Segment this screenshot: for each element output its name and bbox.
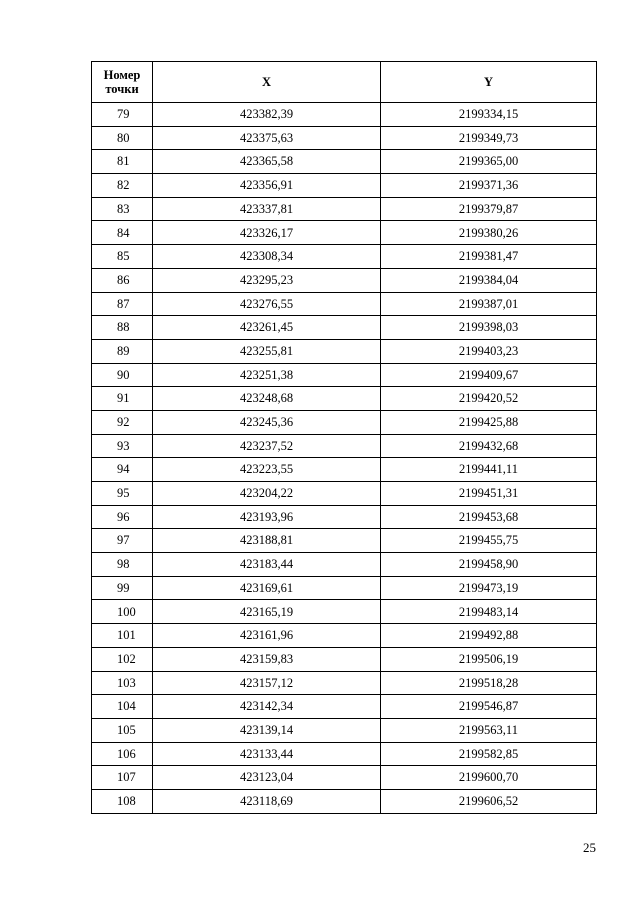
cell-point-number: 105 [92,718,153,742]
cell-point-number: 84 [92,221,153,245]
table-row [92,126,597,150]
cell-y: 2199365,00 [381,150,597,174]
cell-y: 2199473,19 [381,576,597,600]
table-row [92,718,597,742]
table-row [92,529,597,553]
cell-point-number: 88 [92,316,153,340]
cell-y: 2199518,28 [381,671,597,695]
table-row [92,553,597,577]
cell-x: 423251,38 [153,363,381,387]
table-row [92,576,597,600]
cell-y: 2199483,14 [381,600,597,624]
cell-x: 423237,52 [153,434,381,458]
table-row [92,174,597,198]
cell-y: 2199451,31 [381,482,597,506]
cell-y: 2199458,90 [381,553,597,577]
cell-y: 2199381,47 [381,245,597,269]
cell-x: 423326,17 [153,221,381,245]
cell-point-number: 91 [92,387,153,411]
cell-x: 423223,55 [153,458,381,482]
cell-y: 2199371,36 [381,174,597,198]
cell-y: 2199384,04 [381,268,597,292]
cell-point-number: 106 [92,742,153,766]
cell-y: 2199563,11 [381,718,597,742]
cell-point-number: 87 [92,292,153,316]
table-row [92,434,597,458]
cell-y: 2199349,73 [381,126,597,150]
table-row [92,766,597,790]
table-row [92,789,597,813]
table-header-row [92,62,597,103]
header-x: X [153,62,381,103]
cell-x: 423365,58 [153,150,381,174]
page-number: 25 [583,840,596,855]
cell-x: 423139,14 [153,718,381,742]
cell-x: 423276,55 [153,292,381,316]
cell-x: 423161,96 [153,624,381,648]
table-row [92,671,597,695]
cell-point-number: 107 [92,766,153,790]
cell-y: 2199403,23 [381,339,597,363]
cell-x: 423248,68 [153,387,381,411]
table-row [92,292,597,316]
cell-y: 2199600,70 [381,766,597,790]
table-row [92,410,597,434]
cell-x: 423157,12 [153,671,381,695]
cell-point-number: 81 [92,150,153,174]
cell-y: 2199420,52 [381,387,597,411]
cell-x: 423337,81 [153,197,381,221]
cell-point-number: 90 [92,363,153,387]
cell-x: 423261,45 [153,316,381,340]
cell-x: 423255,81 [153,339,381,363]
table-row [92,316,597,340]
cell-x: 423188,81 [153,529,381,553]
table-row [92,742,597,766]
cell-x: 423159,83 [153,647,381,671]
cell-x: 423245,36 [153,410,381,434]
cell-point-number: 79 [92,103,153,127]
cell-point-number: 101 [92,624,153,648]
cell-x: 423356,91 [153,174,381,198]
cell-point-number: 82 [92,174,153,198]
table-row [92,458,597,482]
cell-point-number: 93 [92,434,153,458]
cell-y: 2199546,87 [381,695,597,719]
cell-x: 423204,22 [153,482,381,506]
header-point-number: Номер точки [92,62,153,103]
cell-y: 2199453,68 [381,505,597,529]
table-row [92,197,597,221]
cell-point-number: 102 [92,647,153,671]
cell-y: 2199334,15 [381,103,597,127]
cell-x: 423295,23 [153,268,381,292]
cell-point-number: 80 [92,126,153,150]
cell-point-number: 97 [92,529,153,553]
cell-point-number: 100 [92,600,153,624]
cell-y: 2199492,88 [381,624,597,648]
cell-point-number: 95 [92,482,153,506]
table-row [92,245,597,269]
cell-y: 2199398,03 [381,316,597,340]
table-row [92,647,597,671]
coordinates-table [91,61,597,814]
table-row [92,624,597,648]
cell-y: 2199387,01 [381,292,597,316]
cell-point-number: 94 [92,458,153,482]
cell-y: 2199380,26 [381,221,597,245]
cell-x: 423133,44 [153,742,381,766]
cell-y: 2199582,85 [381,742,597,766]
table-row [92,221,597,245]
cell-x: 423193,96 [153,505,381,529]
cell-y: 2199506,19 [381,647,597,671]
cell-y: 2199425,88 [381,410,597,434]
table-row [92,600,597,624]
cell-x: 423123,04 [153,766,381,790]
cell-point-number: 104 [92,695,153,719]
table-row [92,150,597,174]
cell-y: 2199455,75 [381,529,597,553]
cell-x: 423308,34 [153,245,381,269]
cell-point-number: 83 [92,197,153,221]
table-row [92,695,597,719]
cell-point-number: 98 [92,553,153,577]
cell-point-number: 99 [92,576,153,600]
table-row [92,363,597,387]
header-y: Y [381,62,597,103]
table-row [92,505,597,529]
cell-x: 423118,69 [153,789,381,813]
cell-y: 2199379,87 [381,197,597,221]
cell-x: 423165,19 [153,600,381,624]
cell-point-number: 103 [92,671,153,695]
table-body [92,103,597,814]
cell-x: 423183,44 [153,553,381,577]
cell-x: 423375,63 [153,126,381,150]
cell-y: 2199441,11 [381,458,597,482]
cell-point-number: 108 [92,789,153,813]
table-row [92,268,597,292]
cell-x: 423142,34 [153,695,381,719]
cell-x: 423169,61 [153,576,381,600]
cell-point-number: 89 [92,339,153,363]
cell-x: 423382,39 [153,103,381,127]
table-row [92,103,597,127]
table-row [92,339,597,363]
cell-point-number: 96 [92,505,153,529]
cell-point-number: 85 [92,245,153,269]
cell-point-number: 92 [92,410,153,434]
cell-point-number: 86 [92,268,153,292]
cell-y: 2199432,68 [381,434,597,458]
cell-y: 2199606,52 [381,789,597,813]
table-row [92,482,597,506]
table-row [92,387,597,411]
cell-y: 2199409,67 [381,363,597,387]
